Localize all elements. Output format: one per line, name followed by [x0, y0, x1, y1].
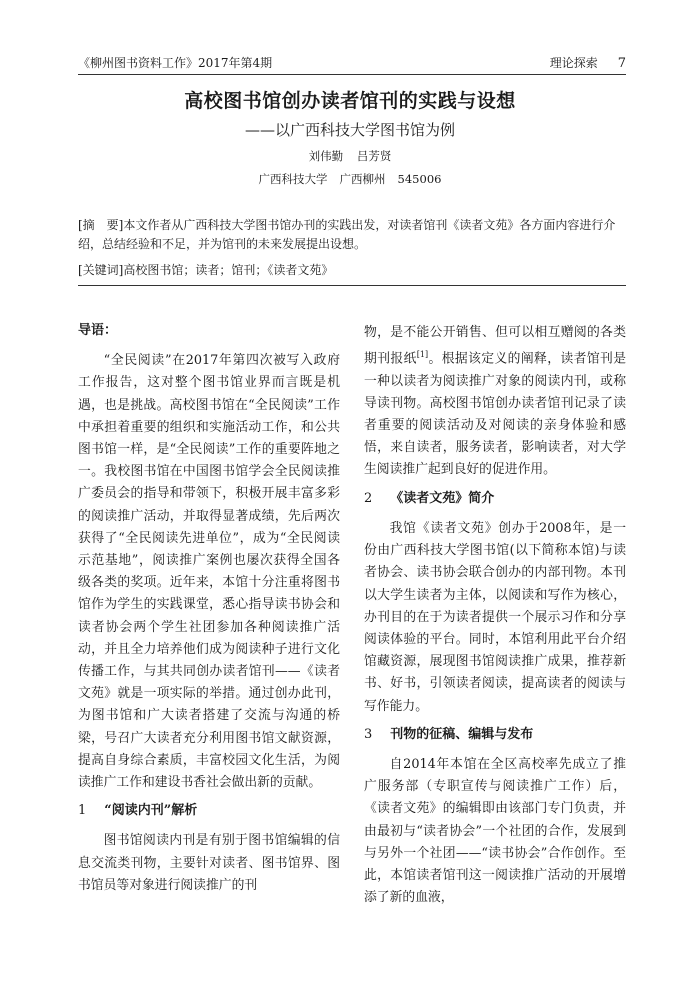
page-number: 7 [617, 56, 626, 71]
journal-name: 《柳州图书资料工作》2017年第4期 [78, 56, 273, 70]
abstract-label: [摘 要] [78, 218, 124, 232]
affiliation-postcode: 545006 [397, 172, 442, 186]
section-1-paragraph-end: 。根据该定义的阐释，读者馆刊是一种以读者为阅读推广对象的阅读内刊，或称导读刊物。高校图书馆创办读者馆刊记录了读者重要的阅读活动及对阅读的亲身体验和感悟，来自读者，服务读者，影响读者，对大学生阅读推广起到良好的促进作用。 [364, 351, 627, 478]
keywords [78, 261, 626, 278]
section-3-heading [364, 724, 626, 746]
abstract-rule [78, 285, 626, 286]
author-2: 吕芳贤 [356, 149, 392, 163]
citation-1: [1] [416, 350, 429, 360]
section-2-paragraph: 我馆《读者文苑》创办于2008年，是一份由广西科技大学图书馆(以下简称本馆)与读者协会、读书协会联合创办的内部刊物。本刊以大学生读者为主体，以阅读和写作为核心，办刊目的在于为读者提供一个展示习作和分享阅读体验的平台。同时，本馆利用此平台介绍馆藏资源，展现图书馆阅读推广成果，推荐新书、好书，引领读者阅读，提高读者的阅读与写作能力。 [364, 520, 626, 714]
section-3-paragraph: 自2014年本馆在全区高校率先成立了推广服务部（专职宣传与阅读推广工作）后，《读者文苑》的编辑即由该部门专门负责，并由最初与“读者协会”一个社团的合作，发展到与另外一个社团——“读书协会”合作创作。至此，本馆读者馆刊这一阅读推广活动的开展增添了新的血液， [364, 756, 626, 906]
left-column [78, 316, 340, 897]
abstract [78, 216, 626, 254]
section-1-heading [78, 800, 340, 822]
intro-paragraph: “全民阅读”在2017年第四次被写入政府工作报告，这对整个图书馆业界而言既是机遇，也是挑战。高校图书馆在“全民阅读”工作中承担着重要的组织和实施活动工作，和公共图书馆一样，是“全民阅读”工作的重要阵地之一。我校图书馆在中国图书馆学会全民阅读推广委员会的指导和带领下，积极开展丰富多彩的阅读推广活动，并取得显著成绩，先后两次获得了“全民阅读先进单位”，成为“全民阅读示范基地”，阅读推广案例也屡次获得全国各级各类的奖项。近年来，本馆十分注重将图书馆作为学生的实践课堂，悉心指导读书协会和读者协会两个学生社团参加各种阅读推广活动，并且全力培养他们成为阅读种子进行文化传播工作，与其共同创办读者馆刊——《读者文苑》就是一项实际的举措。通过创办此刊，为图书馆和广大读者搭建了交流与沟通的桥梁，号召广大读者充分利用图书馆文献资源，提高自身综合素质，丰富校园文化生活，为阅读推广工作和建设书香社会做出新的贡献。 [78, 353, 340, 791]
section-2-heading [364, 488, 626, 510]
abstract-text: 本文作者从广西科技大学图书馆办刊的实践出发，对读者馆刊《读者文苑》各方面内容进行介绍，总结经验和不足，并为馆刊的未来发展提出设想。 [78, 218, 616, 251]
section-1-paragraph-cont-text: 物，是不能公开销售、但可以相互赠阅的各类期刊报纸 [364, 325, 626, 367]
section-2-number: 2 [364, 490, 373, 506]
section-3-title: 刊物的征稿、编辑与发布 [390, 726, 534, 742]
section-and-page [550, 54, 626, 71]
article-title: 高校图书馆创办读者馆刊的实践与设想 [184, 90, 516, 112]
keywords-label: [关键词] [78, 263, 124, 277]
article-subtitle: ——以广西科技大学图书馆为例 [244, 121, 455, 139]
author-1: 刘伟勤 [308, 149, 344, 163]
section-1-paragraph-cont [364, 322, 626, 482]
authors [0, 148, 700, 164]
right-column [364, 322, 626, 909]
intro-heading: 导语： [78, 323, 118, 338]
section-1-paragraph-start: 图书馆阅读内刊是有别于图书馆编辑的信息交流类刊物，主要针对读者、图书馆界、图书馆员等对象进行阅读推广的刊 [78, 833, 340, 893]
keywords-text: 高校图书馆；读者；馆刊；《读者文苑》 [123, 263, 334, 277]
affiliation-city: 广西柳州 [339, 172, 386, 186]
affiliation-university: 广西科技大学 [258, 172, 328, 186]
section-name: 理论探索 [549, 56, 598, 70]
section-1-title: “阅读内刊”解析 [104, 803, 198, 819]
running-header [78, 54, 626, 74]
header-rule [78, 74, 626, 75]
section-1-number: 1 [78, 803, 87, 819]
affiliation [0, 171, 700, 187]
section-2-title: 《读者文苑》简介 [390, 490, 495, 506]
section-3-number: 3 [364, 726, 373, 742]
